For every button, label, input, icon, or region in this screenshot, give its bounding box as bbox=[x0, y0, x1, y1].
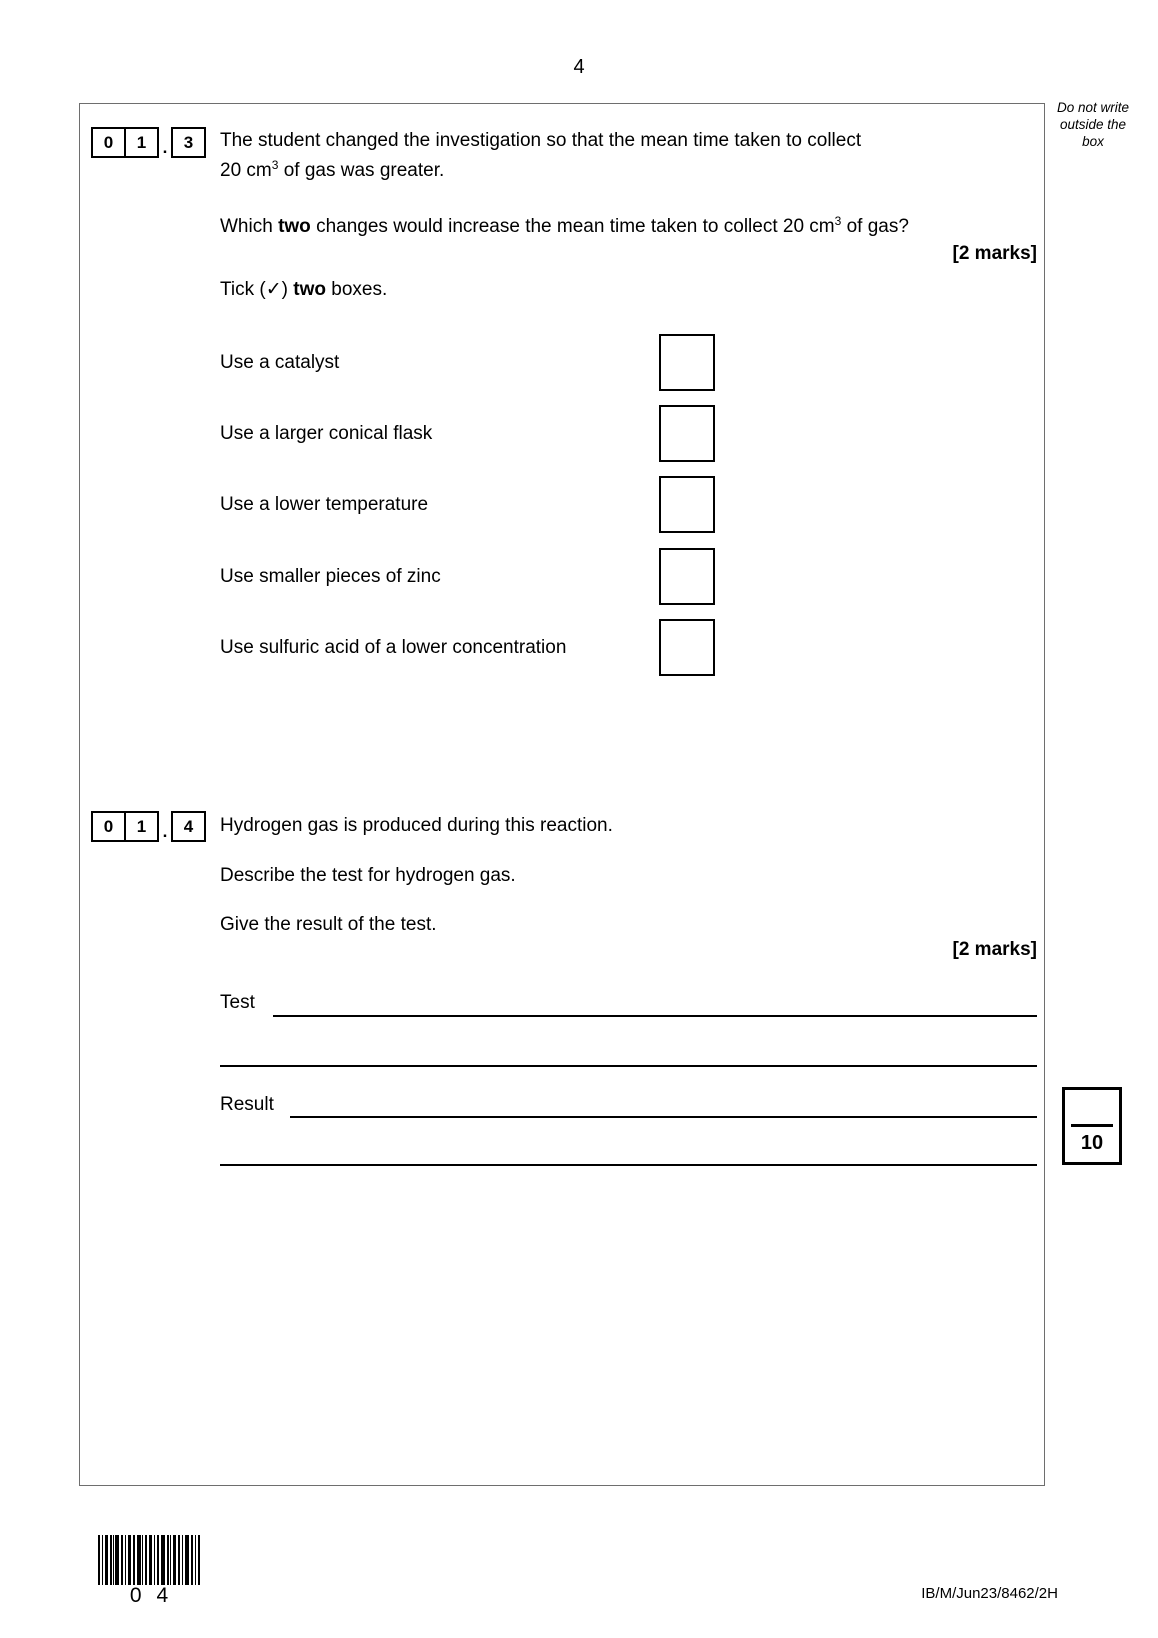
test-answer-line[interactable] bbox=[273, 1015, 1037, 1017]
footer-code: IB/M/Jun23/8462/2H bbox=[921, 1585, 1058, 1602]
barcode-digit: 0 bbox=[129, 1584, 142, 1607]
option-label: Use smaller pieces of zinc bbox=[220, 565, 441, 587]
question-number-dot: . bbox=[162, 138, 168, 157]
option-row bbox=[220, 405, 432, 462]
barcode-label bbox=[98, 1584, 200, 1608]
answer-checkbox-5[interactable] bbox=[659, 619, 715, 676]
result-answer-line[interactable] bbox=[290, 1116, 1037, 1118]
option-row bbox=[220, 476, 428, 533]
option-row bbox=[220, 619, 566, 676]
q13-question-text: Which two changes would increase the mean time taken to collect 20 $cm^3$ of gas? bbox=[220, 214, 909, 237]
question-number-digit: 0 bbox=[91, 127, 126, 158]
option-label: Use a lower temperature bbox=[220, 493, 429, 515]
q14-line2: Describe the test for hydrogen gas. bbox=[220, 865, 516, 886]
q13-intro-line2: 20 $cm^3$ of gas was greater. bbox=[220, 158, 445, 181]
question-number-digit: 1 bbox=[126, 811, 159, 842]
total-marks-divider bbox=[1071, 1124, 1113, 1127]
q13-marks-label: [2 marks] bbox=[952, 243, 1037, 264]
answer-line-2[interactable] bbox=[220, 1065, 1037, 1067]
do-not-write-note: Do not write outside the box bbox=[1056, 100, 1130, 149]
q14-line3: Give the result of the test. bbox=[220, 914, 437, 935]
answer-checkbox-2[interactable] bbox=[659, 405, 715, 462]
q13-tick-instruction: Tick (✓) two boxes. bbox=[220, 279, 388, 300]
barcode-digit: 4 bbox=[156, 1584, 169, 1607]
answer-checkbox-3[interactable] bbox=[659, 476, 715, 533]
superscript: 3 bbox=[271, 158, 279, 172]
check-icon: ✓ bbox=[265, 279, 282, 300]
question-frame bbox=[79, 103, 1045, 1486]
option-row bbox=[220, 548, 441, 605]
question-number-dot: . bbox=[162, 822, 168, 841]
q14-line1: Hydrogen gas is produced during this reaction. bbox=[220, 815, 613, 836]
total-marks-value: 10 bbox=[1080, 1132, 1104, 1154]
barcode-image bbox=[98, 1535, 200, 1590]
answer-checkbox-4[interactable] bbox=[659, 548, 715, 605]
option-label: Use a larger conical flask bbox=[220, 422, 433, 444]
q14-marks-label: [2 marks] bbox=[952, 939, 1037, 960]
option-row bbox=[220, 334, 339, 391]
total-marks-box bbox=[1062, 1087, 1122, 1165]
question-number-01-3 bbox=[91, 127, 206, 158]
test-label: Test bbox=[220, 992, 255, 1013]
answer-line-4[interactable] bbox=[220, 1164, 1037, 1166]
page-number: 4 bbox=[573, 56, 585, 78]
option-label: Use a catalyst bbox=[220, 351, 340, 373]
question-number-digit: 3 bbox=[171, 127, 206, 158]
result-label: Result bbox=[220, 1094, 274, 1115]
q13-intro-line1: The student changed the investigation so that the mean time taken to collect bbox=[220, 130, 862, 151]
question-number-digit: 4 bbox=[171, 811, 206, 842]
question-number-digit: 0 bbox=[91, 811, 126, 842]
question-number-digit: 1 bbox=[126, 127, 159, 158]
option-label: Use sulfuric acid of a lower concentration bbox=[220, 636, 567, 658]
superscript: 3 bbox=[834, 214, 842, 228]
answer-checkbox-1[interactable] bbox=[659, 334, 715, 391]
question-number-01-4 bbox=[91, 811, 206, 842]
